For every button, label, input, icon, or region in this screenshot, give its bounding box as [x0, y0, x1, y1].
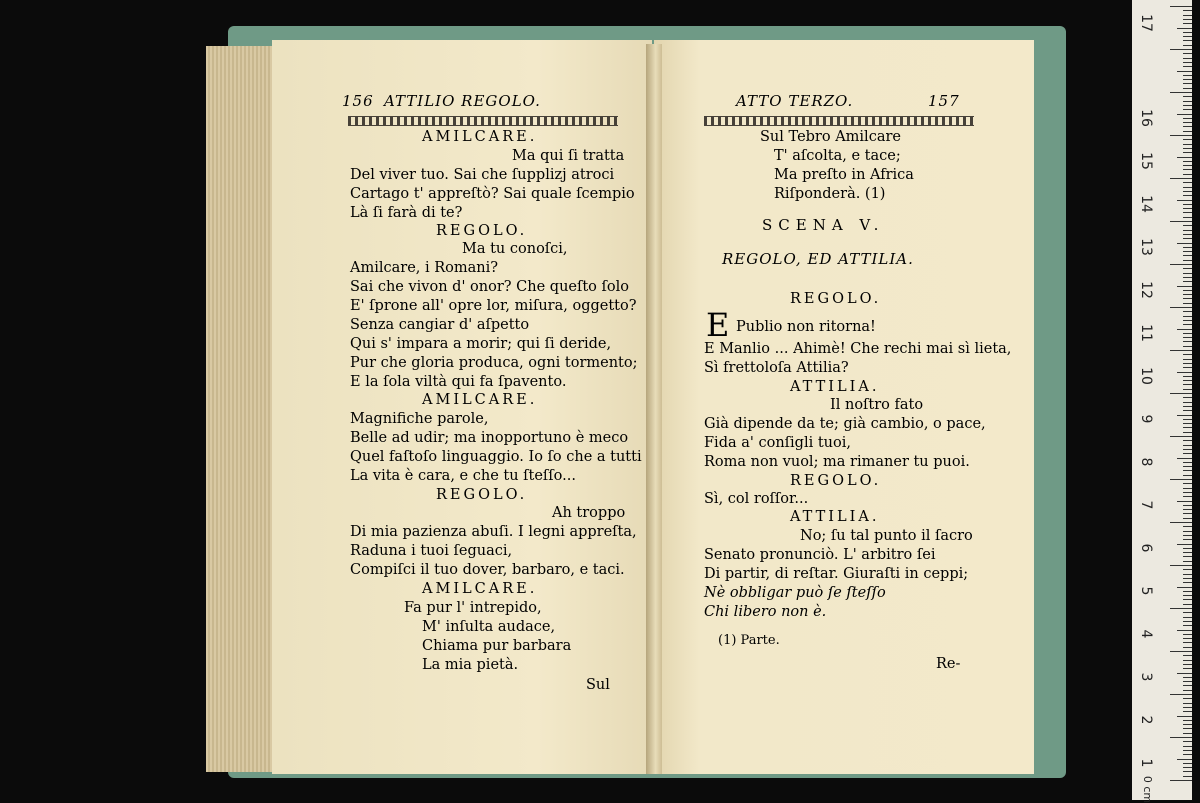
ruler-number: 10 — [1138, 367, 1154, 385]
ruler-tick — [1183, 685, 1192, 686]
right-head-ornament — [704, 116, 974, 126]
ruler-tick — [1170, 608, 1192, 609]
ruler-tick — [1183, 32, 1192, 33]
text-line: Raduna i tuoi ſeguaci, — [350, 543, 513, 559]
ruler-tick — [1170, 350, 1192, 351]
ruler-tick — [1183, 561, 1192, 562]
ruler-tick — [1170, 49, 1192, 50]
ruler-tick — [1183, 277, 1192, 278]
ruler-tick — [1183, 101, 1192, 102]
ruler-tick — [1183, 341, 1192, 342]
ruler-number: 9 — [1138, 414, 1154, 424]
ruler-tick — [1183, 410, 1192, 411]
ruler-tick — [1177, 114, 1192, 115]
ruler-tick — [1183, 139, 1192, 140]
ruler-tick — [1183, 376, 1192, 377]
text-line: Publio non ritorna! — [736, 319, 876, 335]
ruler-tick — [1183, 617, 1192, 618]
ruler-tick — [1183, 144, 1192, 145]
ruler-tick — [1183, 531, 1192, 532]
ruler-tick — [1183, 767, 1192, 768]
text-line: Senato pronunciò. L' arbitro ſei — [704, 547, 936, 563]
ruler-tick — [1183, 462, 1192, 463]
ruler-tick — [1183, 122, 1192, 123]
ruler-tick — [1177, 587, 1192, 588]
ruler-tick — [1170, 393, 1192, 394]
ruler-tick — [1183, 298, 1192, 299]
ruler-tick — [1183, 58, 1192, 59]
footnote: (1) Parte. — [718, 633, 780, 648]
ruler-tick — [1177, 286, 1192, 287]
text-line: Quel faſtoſo linguaggio. Io ſo che a tutti — [350, 449, 642, 465]
text-line: Fida a' conſigli tuoi, — [704, 435, 851, 451]
ruler-tick — [1183, 316, 1192, 317]
text-line: Sì frettoloſa Attilia? — [704, 360, 849, 376]
ruler-tick — [1183, 591, 1192, 592]
ruler-tick — [1183, 251, 1192, 252]
ruler-tick — [1183, 53, 1192, 54]
ruler-tick — [1183, 380, 1192, 381]
text-line: Già dipende da te; già cambio, o pace, — [704, 416, 986, 432]
ruler-tick — [1170, 780, 1192, 781]
text-line: Ma preſto in Africa — [774, 167, 914, 183]
ruler-tick — [1177, 673, 1192, 674]
ruler-tick — [1183, 118, 1192, 119]
ruler-tick — [1183, 406, 1192, 407]
speaker-label: REGOLO. — [790, 291, 882, 307]
ruler-tick — [1183, 582, 1192, 583]
ruler-tick — [1183, 599, 1192, 600]
ruler-tick — [1170, 178, 1192, 179]
ruler-tick — [1183, 763, 1192, 764]
ruler-tick — [1183, 492, 1192, 493]
ruler-tick — [1183, 109, 1192, 110]
ruler-number: 15 — [1138, 152, 1154, 170]
ruler-tick — [1183, 83, 1192, 84]
speaker-label: AMILCARE. — [422, 129, 538, 145]
ruler-tick — [1183, 578, 1192, 579]
ruler-tick — [1183, 552, 1192, 553]
ruler-tick — [1183, 518, 1192, 519]
measurement-ruler — [1132, 0, 1192, 803]
ruler-tick — [1183, 191, 1192, 192]
ruler-tick — [1177, 28, 1192, 29]
ruler-tick — [1183, 88, 1192, 89]
ruler-tick — [1183, 690, 1192, 691]
ruler-tick — [1177, 243, 1192, 244]
ruler-tick — [1183, 346, 1192, 347]
ruler-tick — [1183, 526, 1192, 527]
ruler-tick — [1170, 694, 1192, 695]
ruler-tick — [1183, 625, 1192, 626]
text-line: Di mia pazienza abuſi. I legni appreſta, — [350, 524, 637, 540]
text-line: E la ſola viltà qui fa ſpavento. — [350, 374, 567, 390]
ruler-number: 17 — [1138, 14, 1154, 32]
ruler-tick — [1170, 264, 1192, 265]
ruler-number: 14 — [1138, 195, 1154, 213]
ruler-tick — [1183, 660, 1192, 661]
ruler-tick — [1183, 255, 1192, 256]
ruler-tick — [1183, 470, 1192, 471]
text-line: Compiſci il tuo dover, barbaro, e taci. — [350, 562, 625, 578]
ruler-tick — [1183, 238, 1192, 239]
ruler-tick — [1183, 23, 1192, 24]
ruler-tick — [1183, 260, 1192, 261]
ruler-tick — [1183, 423, 1192, 424]
text-line: Magnifiche parole, — [350, 411, 489, 427]
text-line: T' aſcolta, e tace; — [774, 148, 901, 164]
ruler-tick — [1183, 165, 1192, 166]
text-line: Di partir, di reſtar. Giuraſti in ceppi; — [704, 566, 969, 582]
ruler-tick — [1183, 488, 1192, 489]
ruler-tick — [1183, 746, 1192, 747]
ruler-tick — [1183, 45, 1192, 46]
ruler-tick — [1177, 544, 1192, 545]
ruler-tick — [1183, 225, 1192, 226]
ruler-tick — [1183, 703, 1192, 704]
speaker-label: AMILCARE. — [422, 581, 538, 597]
ruler-tick — [1170, 135, 1192, 136]
ruler-tick — [1177, 415, 1192, 416]
right-running-head: ATTO TERZO. — [736, 92, 854, 110]
ruler-tick — [1183, 664, 1192, 665]
ruler-tick — [1183, 247, 1192, 248]
left-head-ornament — [348, 116, 618, 126]
ruler-tick — [1183, 324, 1192, 325]
ruler-tick — [1177, 630, 1192, 631]
ruler-tick — [1183, 204, 1192, 205]
ruler-tick — [1183, 642, 1192, 643]
ruler-tick — [1183, 10, 1192, 11]
ruler-tick — [1183, 612, 1192, 613]
text-line: E' ſprone all' opre lor, miſura, oggetto? — [350, 298, 637, 314]
ruler-tick — [1170, 565, 1192, 566]
text-line: Riſponderà. (1) — [774, 186, 886, 202]
ruler-tick — [1183, 574, 1192, 575]
ruler-tick — [1170, 92, 1192, 93]
ruler-tick — [1183, 621, 1192, 622]
ruler-tick — [1183, 754, 1192, 755]
ruler-tick — [1183, 152, 1192, 153]
ruler-tick — [1183, 66, 1192, 67]
ruler-tick — [1183, 333, 1192, 334]
ruler-tick — [1183, 733, 1192, 734]
ruler-tick — [1170, 479, 1192, 480]
text-line: Chi libero non è. — [704, 604, 827, 620]
ruler-number: 13 — [1138, 238, 1154, 256]
text-line: Roma non vuol; ma rimaner tu puoi. — [704, 454, 970, 470]
ruler-tick — [1177, 71, 1192, 72]
text-line: Il noſtro fato — [830, 397, 924, 413]
ruler-tick — [1170, 307, 1192, 308]
left-page-number: 156 — [342, 92, 374, 110]
ruler-tick — [1183, 638, 1192, 639]
text-line: Ah troppo — [552, 505, 626, 521]
ruler-tick — [1183, 449, 1192, 450]
ruler-tick — [1183, 595, 1192, 596]
ruler-tick — [1183, 208, 1192, 209]
ruler-tick — [1177, 157, 1192, 158]
ruler-tick — [1183, 711, 1192, 712]
ruler-tick — [1177, 716, 1192, 717]
speaker-label: AMILCARE. — [422, 392, 538, 408]
ruler-tick — [1183, 148, 1192, 149]
ruler-tick — [1183, 367, 1192, 368]
ruler-number: 1 — [1138, 758, 1154, 768]
ruler-tick — [1183, 741, 1192, 742]
ruler-number: 7 — [1138, 500, 1154, 510]
ruler-tick — [1183, 161, 1192, 162]
ruler-number: 3 — [1138, 672, 1154, 682]
ruler-tick — [1183, 707, 1192, 708]
speaker-label: ATTILIA. — [790, 509, 880, 525]
ruler-tick — [1183, 96, 1192, 97]
scene-characters: REGOLO, ED ATTILIA. — [722, 250, 914, 268]
ruler-tick — [1183, 234, 1192, 235]
ruler-tick — [1183, 776, 1192, 777]
ruler-tick — [1183, 79, 1192, 80]
text-line: Chiama pur barbara — [422, 638, 572, 654]
ruler-tick — [1183, 427, 1192, 428]
ruler-tick — [1183, 634, 1192, 635]
ruler-tick — [1170, 221, 1192, 222]
ruler-tick — [1177, 329, 1192, 330]
ruler-tick — [1183, 432, 1192, 433]
speaker-label: REGOLO. — [436, 223, 528, 239]
ruler-tick — [1183, 303, 1192, 304]
text-line: Là ſi farà di te? — [350, 205, 463, 221]
ruler-tick — [1183, 750, 1192, 751]
text-line: Ma tu conoſci, — [462, 241, 568, 257]
text-line: Qui s' impara a morir; qui ſi deride, — [350, 336, 612, 352]
text-line: Pur che gloria produca, ogni tormento; — [350, 355, 638, 371]
ruler-tick — [1183, 281, 1192, 282]
text-line: Nè obbligar può ſe ſteſſo — [704, 585, 886, 601]
ruler-tick — [1170, 6, 1192, 7]
ruler-number: 5 — [1138, 586, 1154, 596]
ruler-tick — [1183, 513, 1192, 514]
speaker-label: REGOLO. — [790, 473, 882, 489]
ruler-tick — [1183, 384, 1192, 385]
ruler-tick — [1183, 187, 1192, 188]
ruler-tick — [1170, 737, 1192, 738]
ruler-tick — [1183, 230, 1192, 231]
text-line: M' inſulta audace, — [422, 619, 556, 635]
ruler-tick — [1183, 548, 1192, 549]
ruler-tick — [1183, 483, 1192, 484]
text-line: La vita è cara, e che tu ſteſſo... — [350, 468, 576, 484]
ruler-number: 12 — [1138, 281, 1154, 299]
ruler-number: 11 — [1138, 324, 1154, 342]
ruler-tick — [1177, 458, 1192, 459]
ruler-tick — [1183, 105, 1192, 106]
catchword: Re- — [936, 656, 961, 672]
ruler-tick — [1170, 522, 1192, 523]
ruler-tick — [1183, 505, 1192, 506]
ruler-tick — [1183, 290, 1192, 291]
text-line: Fa pur l' intrepido, — [404, 600, 542, 616]
text-line: Sul Tebro Amilcare — [760, 129, 901, 145]
ruler-number: 2 — [1138, 715, 1154, 725]
ruler-tick — [1183, 771, 1192, 772]
ruler-tick — [1183, 268, 1192, 269]
ruler-tick — [1183, 604, 1192, 605]
scene-title: SCENA V. — [762, 216, 885, 234]
ruler-tick — [1183, 169, 1192, 170]
text-line: Amilcare, i Romani? — [350, 260, 499, 276]
ruler-tick — [1170, 436, 1192, 437]
ruler-tick — [1183, 131, 1192, 132]
ruler-tick — [1183, 363, 1192, 364]
ruler-tick — [1183, 40, 1192, 41]
ruler-number: 8 — [1138, 457, 1154, 467]
ruler-tick — [1183, 475, 1192, 476]
ruler-tick — [1177, 372, 1192, 373]
text-line: E Manlio ... Ahimè! Che rechi mai sì lieta, — [704, 341, 1012, 357]
ruler-number: 6 — [1138, 543, 1154, 553]
ruler-tick — [1177, 200, 1192, 201]
ruler-tick — [1183, 539, 1192, 540]
ruler-tick — [1183, 720, 1192, 721]
ruler-tick — [1183, 174, 1192, 175]
text-line: La mia pietà. — [422, 657, 519, 673]
ruler-tick — [1183, 496, 1192, 497]
ruler-number: 4 — [1138, 629, 1154, 639]
page-stack-edge — [206, 46, 278, 772]
catchword: Sul — [586, 677, 610, 693]
ruler-tick — [1183, 569, 1192, 570]
text-line: Senza cangiar d' aſpetto — [350, 317, 530, 333]
drop-cap: E — [706, 306, 730, 344]
left-running-head: ATTILIO REGOLO. — [384, 92, 541, 110]
ruler-tick — [1183, 273, 1192, 274]
ruler-tick — [1177, 759, 1192, 760]
ruler-tick — [1183, 647, 1192, 648]
ruler-tick — [1183, 677, 1192, 678]
text-line: Del viver tuo. Sai che ſupplizj atroci — [350, 167, 615, 183]
ruler-number: 16 — [1138, 109, 1154, 127]
ruler-tick — [1183, 509, 1192, 510]
ruler-tick — [1183, 535, 1192, 536]
ruler-tick — [1183, 668, 1192, 669]
ruler-tick — [1183, 337, 1192, 338]
text-line: Sai che vivon d' onor? Che queſto ſolo — [350, 279, 629, 295]
ruler-tick — [1183, 698, 1192, 699]
text-line: No; ſu tal punto il ſacro — [800, 528, 973, 544]
ruler-tick — [1183, 440, 1192, 441]
ruler-tick — [1183, 75, 1192, 76]
ruler-tick — [1177, 501, 1192, 502]
ruler-tick — [1183, 212, 1192, 213]
book-gutter — [646, 44, 662, 774]
ruler-tick — [1183, 126, 1192, 127]
ruler-tick — [1183, 445, 1192, 446]
ruler-unit-label: 0 cm — [1141, 775, 1155, 803]
ruler-tick — [1183, 402, 1192, 403]
ruler-tick — [1183, 195, 1192, 196]
ruler-tick — [1183, 466, 1192, 467]
ruler-tick — [1183, 36, 1192, 37]
right-page-number: 157 — [928, 92, 960, 110]
ruler-tick — [1183, 320, 1192, 321]
ruler-tick — [1183, 182, 1192, 183]
text-line: Ma qui ſi tratta — [512, 148, 625, 164]
ruler-tick — [1170, 651, 1192, 652]
ruler-tick — [1183, 294, 1192, 295]
ruler-tick — [1183, 354, 1192, 355]
ruler-tick — [1183, 217, 1192, 218]
ruler-tick — [1183, 681, 1192, 682]
ruler-tick — [1183, 62, 1192, 63]
ruler-tick — [1183, 556, 1192, 557]
text-line: Belle ad udir; ma inopportuno è meco — [350, 430, 629, 446]
ruler-tick — [1183, 397, 1192, 398]
ruler-tick — [1183, 724, 1192, 725]
ruler-tick — [1183, 419, 1192, 420]
speaker-label: REGOLO. — [436, 487, 528, 503]
text-line: Sì, col roſſor... — [704, 491, 809, 507]
speaker-label: ATTILIA. — [790, 379, 880, 395]
text-line: Cartago t' appreſtò? Sai quale ſcempio — [350, 186, 635, 202]
ruler-tick — [1183, 359, 1192, 360]
ruler-tick — [1183, 15, 1192, 16]
ruler-tick — [1183, 728, 1192, 729]
ruler-tick — [1183, 389, 1192, 390]
ruler-tick — [1183, 19, 1192, 20]
ruler-tick — [1183, 311, 1192, 312]
ruler-tick — [1183, 655, 1192, 656]
ruler-tick — [1183, 453, 1192, 454]
